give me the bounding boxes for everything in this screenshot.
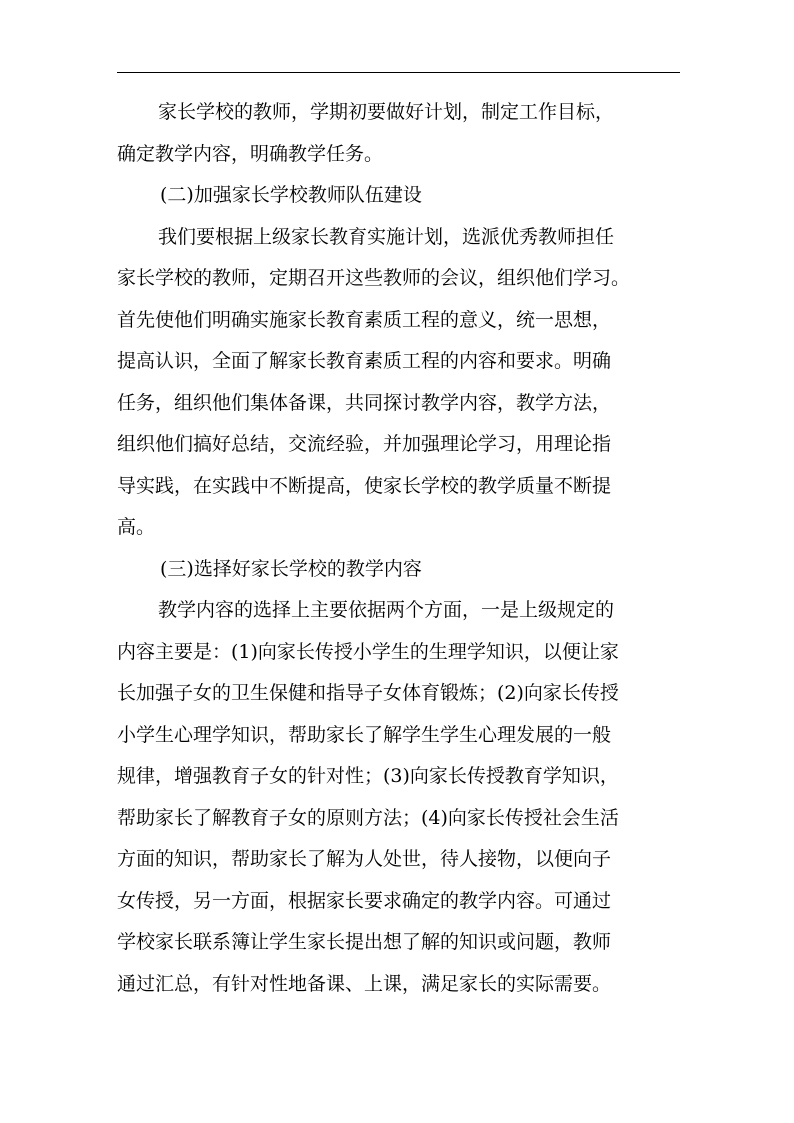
- paragraph-line: 任务，组织他们集体备课，共同探讨教学内容，教学方法，: [117, 391, 612, 414]
- document-body: [117, 92, 680, 1005]
- paragraph-line: 小学生心理学知识，帮助家长了解学生学生心理发展的一般: [117, 723, 612, 746]
- paragraph-line: 教学内容的选择上主要依据两个方面，一是上级规定的: [158, 599, 615, 621]
- section-heading: (二)加强家长学校教师队伍建设: [160, 184, 422, 206]
- paragraph-line: 组织他们搞好总结，交流经验，并加强理论学习，用理论指: [117, 433, 612, 455]
- paragraph-line: 规律，增强教育子女的针对性；(3)向家长传授教育学知识，: [117, 765, 619, 787]
- paragraph-line: 女传授，另一方面，根据家长要求确定的教学内容。可通过: [117, 889, 612, 912]
- paragraph-line: 帮助家长了解教育子女的原则方法；(4)向家长传授社会生活: [117, 806, 619, 829]
- header-rule: [117, 72, 680, 73]
- paragraph-line: 导实践，在实践中不断提高，使家长学校的教学质量不断提: [117, 474, 612, 497]
- paragraph-line: 家长学校的教师，定期召开这些教师的会议，组织他们学习。: [117, 267, 631, 289]
- paragraph-line: 方面的知识，帮助家长了解为人处世，待人接物，以便向子: [117, 848, 612, 870]
- paragraph-line: 内容主要是：(1)向家长传授小学生的生理学知识，以便让家: [117, 640, 619, 663]
- paragraph-line: 家长学校的教师，学期初要做好计划，制定工作目标，: [158, 101, 615, 123]
- paragraph-line: 我们要根据上级家长教育实施计划，选派优秀教师担任: [158, 225, 615, 248]
- paragraph-line: 提高认识，全面了解家长教育素质工程的内容和要求。明确: [117, 350, 612, 372]
- paragraph-line: 通过汇总，有针对性地备课、上课，满足家长的实际需要。: [117, 972, 612, 995]
- section-heading: (三)选择好家长学校的教学内容: [160, 557, 422, 580]
- paragraph-line: 长加强子女的卫生保健和指导子女体育锻炼；(2)向家长传授: [117, 682, 619, 704]
- paragraph-line: 首先使他们明确实施家长教育素质工程的意义，统一思想，: [117, 308, 612, 331]
- paragraph-line: 确定教学内容，明确教学任务。: [117, 142, 384, 165]
- paragraph-line: 学校家长联系簿让学生家长提出想了解的知识或问题，教师: [117, 931, 612, 953]
- paragraph-line: 高。: [117, 516, 156, 538]
